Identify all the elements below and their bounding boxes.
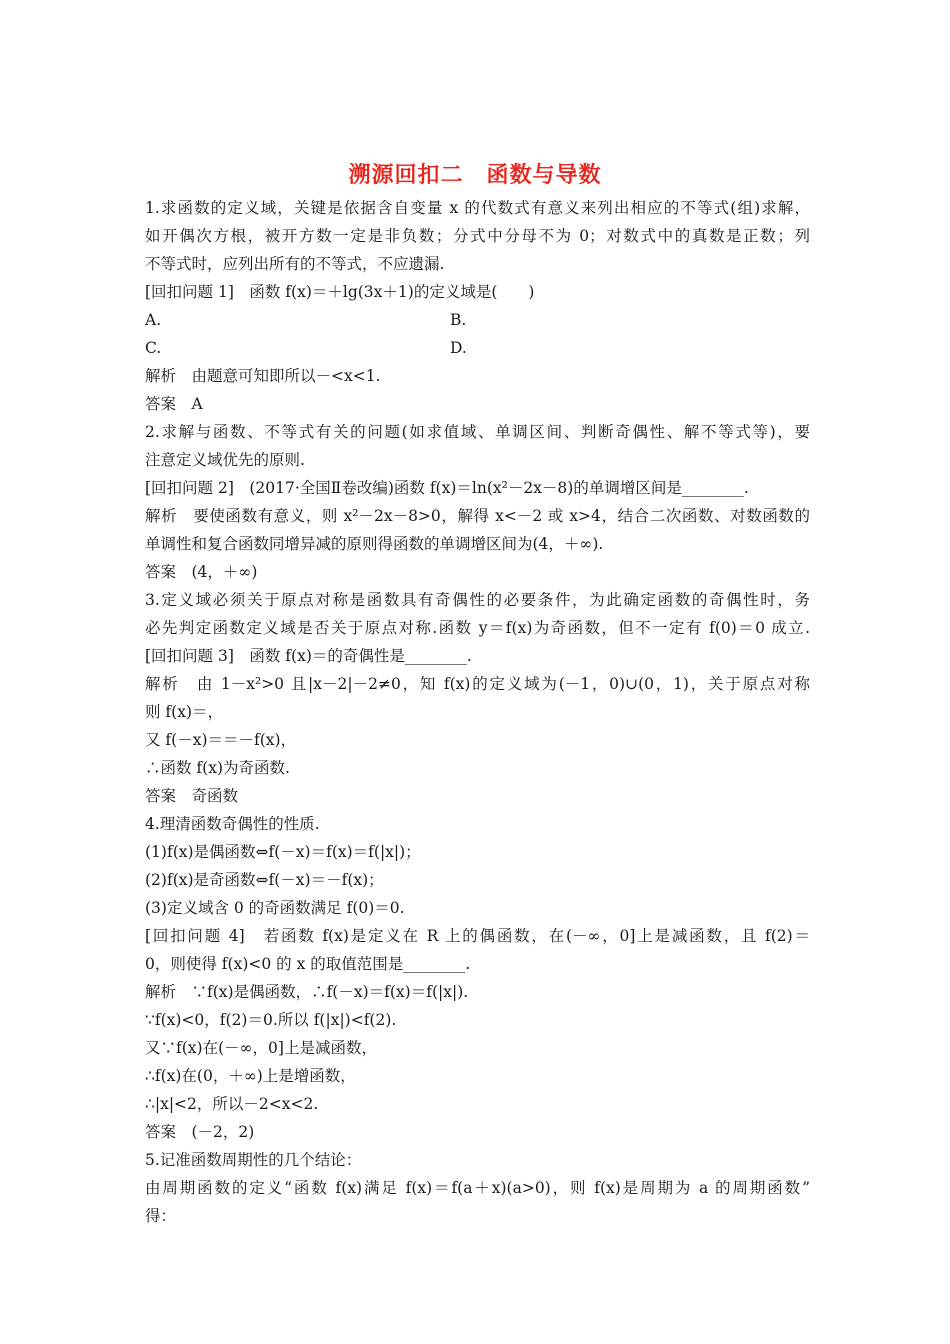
analysis-1: 解析 由题意可知即所以－<x<1. (145, 367, 381, 385)
option-c: C. (145, 339, 162, 357)
text-line: 又 f(－x)＝＝－f(x)， (145, 731, 297, 749)
answer-4: 答案 (－2，2) (145, 1123, 255, 1141)
text-line: 不等式时，应列出所有的不等式，不应遗漏. (145, 255, 445, 273)
text-line: 1.求函数的定义域，关键是依据含自变量 x 的代数式有意义来列出相应的不等式(组)求解， (145, 199, 810, 217)
text-line: 4.理清函数奇偶性的性质. (145, 815, 320, 833)
text-line: ∴函数 f(x)为奇函数. (145, 759, 290, 777)
text-line: 得： (145, 1207, 177, 1225)
analysis-4: 解析 ∵f(x)是偶函数，∴f(－x)＝f(x)＝f(|x|). (145, 983, 469, 1001)
option-b: B. (450, 311, 467, 329)
text-line: 单调性和复合函数同增异减的原则得函数的单调增区间为(4，＋∞). (145, 535, 604, 553)
question-1: [回扣问题 1] 函数 f(x)＝＋lg(3x＋1)的定义域是( ) (145, 283, 535, 301)
option-d: D. (450, 339, 467, 357)
text-line: 0，则使得 f(x)<0 的 x 的取值范围是________. (145, 955, 471, 973)
page-title: 溯源回扣二 函数与导数 (348, 163, 602, 188)
answer-2: 答案 (4，＋∞) (145, 563, 258, 581)
analysis-3: 解析 由 1－x²>0 且|x－2|－2≠0，知 f(x)的定义域为(－1，0)∪(0，1)，关于原点对称 (145, 675, 810, 693)
text-line: 注意定义域优先的原则. (145, 451, 305, 469)
text-line: 必先判定函数定义域是否关于原点对称.函数 y＝f(x)为奇函数，但不一定有 f(0)＝0 成立. (145, 619, 810, 637)
text-line: 2.求解与函数、不等式有关的问题(如求值域、单调区间、判断奇偶性、解不等式等)，要 (145, 423, 810, 441)
text-line: 3.定义域必须关于原点对称是函数具有奇偶性的必要条件，为此确定函数的奇偶性时，务 (145, 591, 810, 609)
question-4: [回扣问题 4] 若函数 f(x)是定义在 R 上的偶函数，在(－∞，0]上是减函数，且 f(2)＝ (145, 927, 810, 945)
text-line: (2)f(x)是奇函数⇔f(－x)＝－f(x)； (145, 871, 384, 889)
text-line: 又∵f(x)在(－∞，0]上是减函数， (145, 1039, 377, 1057)
answer-3: 答案 奇函数 (145, 787, 239, 805)
text-line: (3)定义域含 0 的奇函数满足 f(0)＝0. (145, 899, 405, 917)
text-line: 5.记准函数周期性的几个结论： (145, 1151, 362, 1169)
text-line: 如开偶次方根，被开方数一定是非负数；分式中分母不为 0；对数式中的真数是正数；列 (145, 227, 810, 245)
question-3: [回扣问题 3] 函数 f(x)＝的奇偶性是________. (145, 647, 472, 665)
text-line: ∴|x|<2，所以－2<x<2. (145, 1095, 319, 1113)
question-2: [回扣问题 2] (2017·全国Ⅱ卷改编)函数 f(x)＝ln(x²－2x－8)的单调增区间是________. (145, 479, 749, 497)
text-line: ∵f(x)<0，f(2)＝0.所以 f(|x|)<f(2). (145, 1011, 397, 1029)
text-line: (1)f(x)是偶函数⇔f(－x)＝f(x)＝f(|x|)； (145, 843, 421, 861)
text-line: ∴f(x)在(0，＋∞)上是增函数， (145, 1067, 356, 1085)
text-line: 则 f(x)＝， (145, 703, 223, 721)
answer-1: 答案 A (145, 395, 203, 413)
analysis-2: 解析 要使函数有意义，则 x²－2x－8>0，解得 x<－2 或 x>4，结合二次函数、对数函数的 (145, 507, 810, 525)
text-line: 由周期函数的定义“函数 f(x)满足 f(x)＝f(a＋x)(a>0)，则 f(x)是周期为 a 的周期函数” (145, 1179, 810, 1197)
option-a: A. (145, 311, 162, 329)
